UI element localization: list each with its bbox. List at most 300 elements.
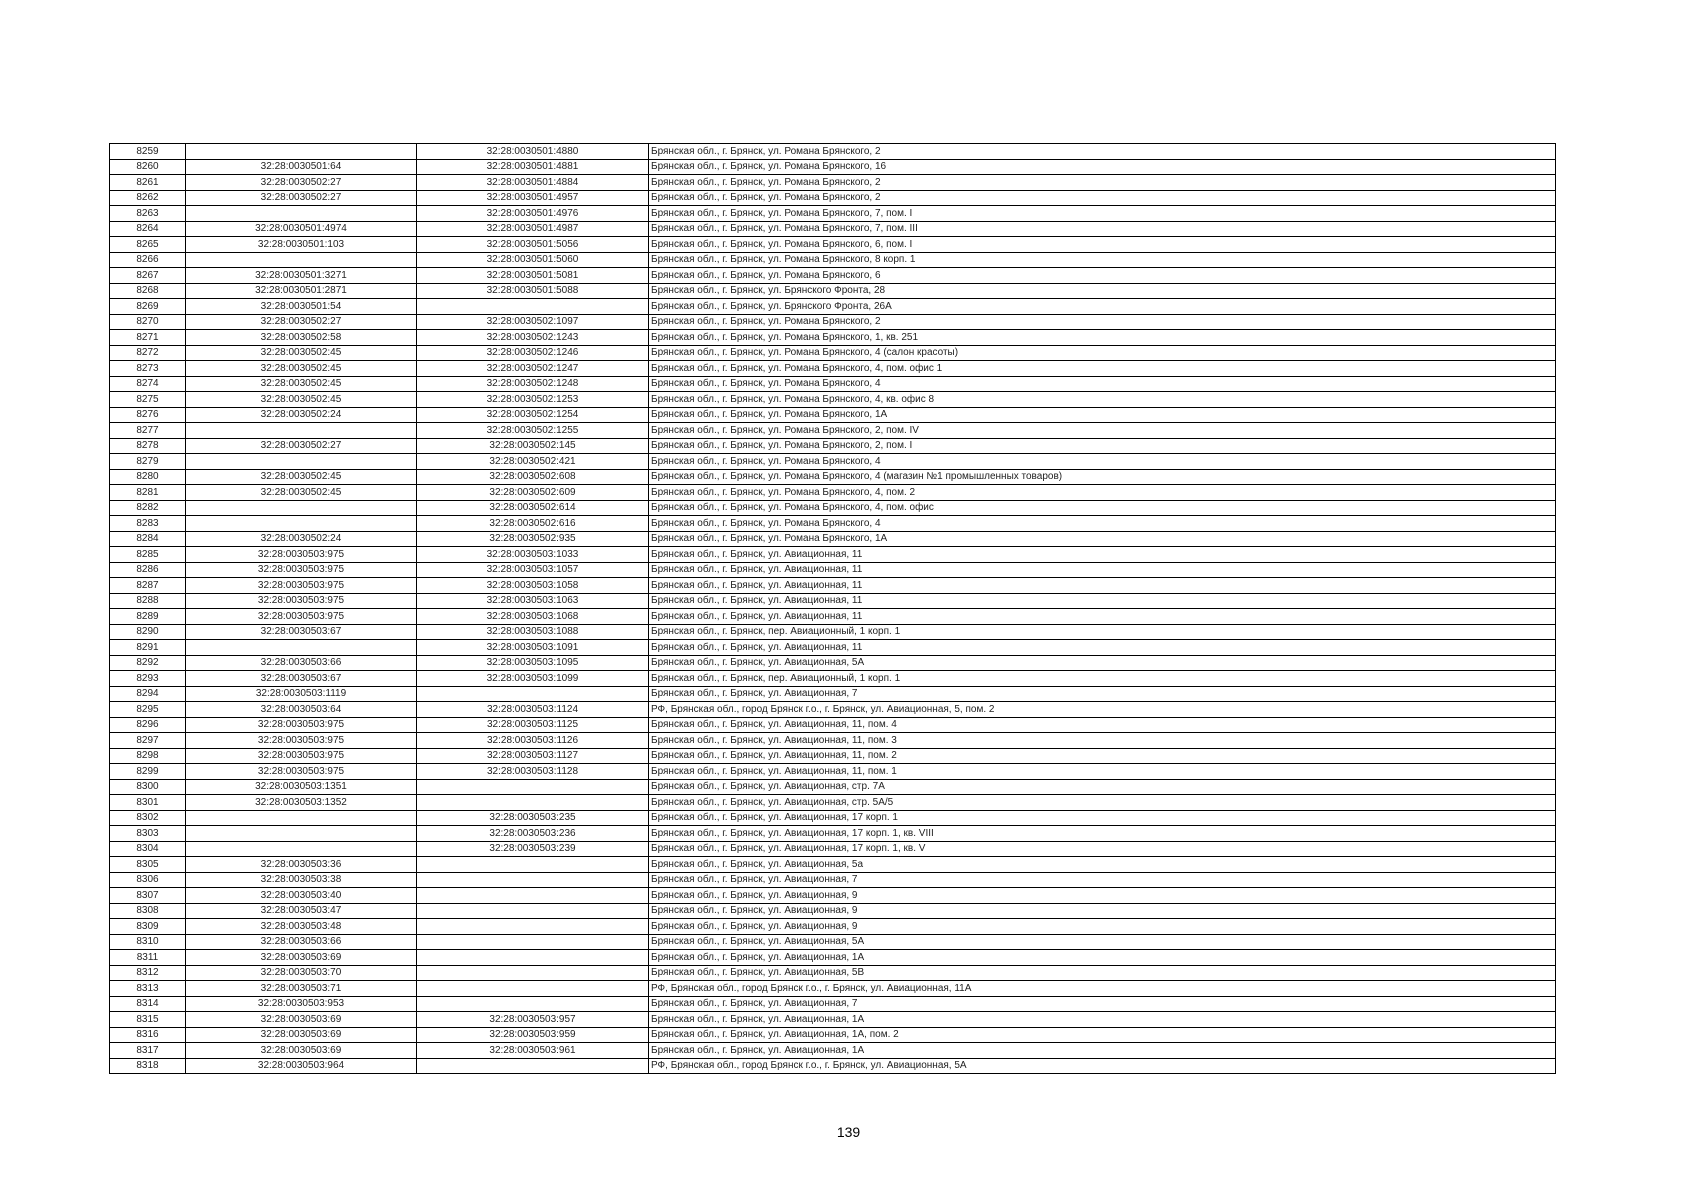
row-number-cell: 8288 — [110, 593, 186, 609]
row-number-cell: 8314 — [110, 996, 186, 1012]
land-cadastral-number-cell — [186, 841, 417, 857]
address-cell: РФ, Брянская обл., город Брянск г.о., г. Брянск, ул. Авиационная, 5А — [649, 1058, 1556, 1074]
land-cadastral-number-cell — [186, 826, 417, 842]
land-cadastral-number-cell: 32:28:0030502:45 — [186, 392, 417, 408]
row-number-cell: 8274 — [110, 376, 186, 392]
address-cell: Брянская обл., г. Брянск, ул. Романа Брянского, 1, кв. 251 — [649, 330, 1556, 346]
row-number-cell: 8261 — [110, 175, 186, 191]
object-cadastral-number-cell: 32:28:0030501:4880 — [417, 144, 649, 160]
land-cadastral-number-cell: 32:28:0030502:24 — [186, 531, 417, 547]
address-cell: Брянская обл., г. Брянск, ул. Авиационная, 5В — [649, 965, 1556, 981]
table-row — [110, 702, 1556, 718]
row-number-cell: 8294 — [110, 686, 186, 702]
table-row — [110, 903, 1556, 919]
table-row — [110, 438, 1556, 454]
object-cadastral-number-cell: 32:28:0030503:1088 — [417, 624, 649, 640]
object-cadastral-number-cell: 32:28:0030503:1057 — [417, 562, 649, 578]
table-row — [110, 423, 1556, 439]
object-cadastral-number-cell: 32:28:0030502:935 — [417, 531, 649, 547]
table-row — [110, 314, 1556, 330]
row-number-cell: 8286 — [110, 562, 186, 578]
object-cadastral-number-cell: 32:28:0030502:1248 — [417, 376, 649, 392]
land-cadastral-number-cell: 32:28:0030503:66 — [186, 655, 417, 671]
row-number-cell: 8268 — [110, 283, 186, 299]
address-cell: Брянская обл., г. Брянск, ул. Романа Брянского, 7, пом. I — [649, 206, 1556, 222]
object-cadastral-number-cell: 32:28:0030503:1058 — [417, 578, 649, 594]
table-row — [110, 144, 1556, 160]
table-row — [110, 996, 1556, 1012]
address-cell: Брянская обл., г. Брянск, ул. Авиационная, 11 — [649, 609, 1556, 625]
row-number-cell: 8307 — [110, 888, 186, 904]
land-cadastral-number-cell: 32:28:0030503:1351 — [186, 779, 417, 795]
row-number-cell: 8297 — [110, 733, 186, 749]
land-cadastral-number-cell: 32:28:0030501:2871 — [186, 283, 417, 299]
land-cadastral-number-cell: 32:28:0030503:38 — [186, 872, 417, 888]
land-cadastral-number-cell: 32:28:0030503:69 — [186, 1027, 417, 1043]
object-cadastral-number-cell: 32:28:0030502:616 — [417, 516, 649, 532]
table-row — [110, 206, 1556, 222]
land-cadastral-number-cell — [186, 516, 417, 532]
row-number-cell: 8290 — [110, 624, 186, 640]
table-row — [110, 795, 1556, 811]
address-cell: Брянская обл., г. Брянск, ул. Авиационная, 11, пом. 1 — [649, 764, 1556, 780]
table-row — [110, 361, 1556, 377]
table-row — [110, 237, 1556, 253]
row-number-cell: 8278 — [110, 438, 186, 454]
table-row — [110, 764, 1556, 780]
address-cell: Брянская обл., г. Брянск, ул. Романа Брянского, 2, пом. IV — [649, 423, 1556, 439]
address-cell: Брянская обл., г. Брянск, ул. Романа Брянского, 6 — [649, 268, 1556, 284]
table-row — [110, 299, 1556, 315]
row-number-cell: 8293 — [110, 671, 186, 687]
address-cell: Брянская обл., г. Брянск, ул. Романа Брянского, 4 — [649, 376, 1556, 392]
table-row — [110, 454, 1556, 470]
address-cell: Брянская обл., г. Брянск, ул. Брянского Фронта, 26А — [649, 299, 1556, 315]
object-cadastral-number-cell: 32:28:0030503:1099 — [417, 671, 649, 687]
land-cadastral-number-cell: 32:28:0030501:54 — [186, 299, 417, 315]
object-cadastral-number-cell — [417, 299, 649, 315]
row-number-cell: 8277 — [110, 423, 186, 439]
object-cadastral-number-cell — [417, 888, 649, 904]
object-cadastral-number-cell — [417, 686, 649, 702]
object-cadastral-number-cell: 32:28:0030501:4881 — [417, 159, 649, 175]
row-number-cell: 8311 — [110, 950, 186, 966]
land-cadastral-number-cell: 32:28:0030502:27 — [186, 438, 417, 454]
row-number-cell: 8276 — [110, 407, 186, 423]
land-cadastral-number-cell: 32:28:0030503:975 — [186, 562, 417, 578]
table-row — [110, 268, 1556, 284]
table-row — [110, 655, 1556, 671]
table-row — [110, 376, 1556, 392]
address-cell: Брянская обл., г. Брянск, ул. Романа Брянского, 4, пом. 2 — [649, 485, 1556, 501]
table-row — [110, 547, 1556, 563]
object-cadastral-number-cell: 32:28:0030502:609 — [417, 485, 649, 501]
table-row — [110, 640, 1556, 656]
land-cadastral-number-cell — [186, 454, 417, 470]
table-row — [110, 671, 1556, 687]
object-cadastral-number-cell — [417, 779, 649, 795]
object-cadastral-number-cell: 32:28:0030502:608 — [417, 469, 649, 485]
row-number-cell: 8303 — [110, 826, 186, 842]
address-cell: Брянская обл., г. Брянск, ул. Романа Брянского, 7, пом. III — [649, 221, 1556, 237]
table-row — [110, 609, 1556, 625]
object-cadastral-number-cell: 32:28:0030502:421 — [417, 454, 649, 470]
row-number-cell: 8317 — [110, 1043, 186, 1059]
address-cell: Брянская обл., г. Брянск, ул. Романа Брянского, 4 (салон красоты) — [649, 345, 1556, 361]
table-body — [110, 144, 1556, 1074]
land-cadastral-number-cell: 32:28:0030503:47 — [186, 903, 417, 919]
object-cadastral-number-cell: 32:28:0030501:4987 — [417, 221, 649, 237]
object-cadastral-number-cell — [417, 965, 649, 981]
row-number-cell: 8296 — [110, 717, 186, 733]
table-row — [110, 159, 1556, 175]
row-number-cell: 8298 — [110, 748, 186, 764]
address-cell: Брянская обл., г. Брянск, ул. Авиационная, 1А, пом. 2 — [649, 1027, 1556, 1043]
land-cadastral-number-cell — [186, 810, 417, 826]
row-number-cell: 8287 — [110, 578, 186, 594]
address-cell: Брянская обл., г. Брянск, ул. Романа Брянского, 4, кв. офис 8 — [649, 392, 1556, 408]
address-cell: Брянская обл., г. Брянск, ул. Брянского Фронта, 28 — [649, 283, 1556, 299]
land-cadastral-number-cell: 32:28:0030503:975 — [186, 609, 417, 625]
table-row — [110, 934, 1556, 950]
land-cadastral-number-cell: 32:28:0030502:45 — [186, 376, 417, 392]
address-cell: Брянская обл., г. Брянск, ул. Романа Брянского, 1А — [649, 531, 1556, 547]
row-number-cell: 8291 — [110, 640, 186, 656]
object-cadastral-number-cell — [417, 903, 649, 919]
table-row — [110, 686, 1556, 702]
table-row — [110, 919, 1556, 935]
row-number-cell: 8284 — [110, 531, 186, 547]
land-cadastral-number-cell: 32:28:0030503:70 — [186, 965, 417, 981]
land-cadastral-number-cell: 32:28:0030503:66 — [186, 934, 417, 950]
page-number: 139 — [836, 1124, 861, 1140]
object-cadastral-number-cell: 32:28:0030501:5088 — [417, 283, 649, 299]
table-row — [110, 485, 1556, 501]
land-cadastral-number-cell: 32:28:0030503:64 — [186, 702, 417, 718]
table-row — [110, 407, 1556, 423]
land-cadastral-number-cell: 32:28:0030501:3271 — [186, 268, 417, 284]
table-row — [110, 624, 1556, 640]
row-number-cell: 8264 — [110, 221, 186, 237]
object-cadastral-number-cell — [417, 950, 649, 966]
land-cadastral-number-cell: 32:28:0030503:67 — [186, 624, 417, 640]
table-row — [110, 779, 1556, 795]
table-row — [110, 283, 1556, 299]
address-cell: РФ, Брянская обл., город Брянск г.о., г. Брянск, ул. Авиационная, 5, пом. 2 — [649, 702, 1556, 718]
table-row — [110, 1043, 1556, 1059]
row-number-cell: 8275 — [110, 392, 186, 408]
row-number-cell: 8301 — [110, 795, 186, 811]
land-cadastral-number-cell: 32:28:0030502:45 — [186, 469, 417, 485]
row-number-cell: 8280 — [110, 469, 186, 485]
address-cell: Брянская обл., г. Брянск, ул. Романа Брянского, 2 — [649, 190, 1556, 206]
land-cadastral-number-cell: 32:28:0030503:975 — [186, 748, 417, 764]
address-cell: Брянская обл., г. Брянск, ул. Авиационная, 11 — [649, 547, 1556, 563]
land-cadastral-number-cell: 32:28:0030503:69 — [186, 1012, 417, 1028]
row-number-cell: 8318 — [110, 1058, 186, 1074]
object-cadastral-number-cell — [417, 919, 649, 935]
address-cell: Брянская обл., г. Брянск, ул. Романа Брянского, 6, пом. I — [649, 237, 1556, 253]
land-cadastral-number-cell — [186, 206, 417, 222]
row-number-cell: 8304 — [110, 841, 186, 857]
object-cadastral-number-cell: 32:28:0030503:1091 — [417, 640, 649, 656]
object-cadastral-number-cell: 32:28:0030502:1247 — [417, 361, 649, 377]
table-row — [110, 872, 1556, 888]
land-cadastral-number-cell: 32:28:0030502:58 — [186, 330, 417, 346]
table-row — [110, 469, 1556, 485]
row-number-cell: 8260 — [110, 159, 186, 175]
object-cadastral-number-cell: 32:28:0030501:5081 — [417, 268, 649, 284]
land-cadastral-number-cell: 32:28:0030503:1352 — [186, 795, 417, 811]
land-cadastral-number-cell: 32:28:0030503:40 — [186, 888, 417, 904]
row-number-cell: 8315 — [110, 1012, 186, 1028]
row-number-cell: 8282 — [110, 500, 186, 516]
object-cadastral-number-cell: 32:28:0030503:1063 — [417, 593, 649, 609]
table-row — [110, 857, 1556, 873]
object-cadastral-number-cell: 32:28:0030501:4957 — [417, 190, 649, 206]
object-cadastral-number-cell: 32:28:0030503:1128 — [417, 764, 649, 780]
row-number-cell: 8300 — [110, 779, 186, 795]
table-row — [110, 516, 1556, 532]
row-number-cell: 8289 — [110, 609, 186, 625]
row-number-cell: 8263 — [110, 206, 186, 222]
address-cell: Брянская обл., г. Брянск, ул. Авиационная, стр. 7А — [649, 779, 1556, 795]
row-number-cell: 8266 — [110, 252, 186, 268]
land-cadastral-number-cell: 32:28:0030503:975 — [186, 764, 417, 780]
row-number-cell: 8309 — [110, 919, 186, 935]
row-number-cell: 8316 — [110, 1027, 186, 1043]
object-cadastral-number-cell: 32:28:0030502:1253 — [417, 392, 649, 408]
land-cadastral-number-cell: 32:28:0030502:45 — [186, 345, 417, 361]
row-number-cell: 8272 — [110, 345, 186, 361]
table-row — [110, 190, 1556, 206]
land-cadastral-number-cell — [186, 423, 417, 439]
table-row — [110, 330, 1556, 346]
row-number-cell: 8281 — [110, 485, 186, 501]
row-number-cell: 8308 — [110, 903, 186, 919]
row-number-cell: 8259 — [110, 144, 186, 160]
object-cadastral-number-cell: 32:28:0030502:145 — [417, 438, 649, 454]
row-number-cell: 8299 — [110, 764, 186, 780]
table-row — [110, 841, 1556, 857]
row-number-cell: 8267 — [110, 268, 186, 284]
table-row — [110, 562, 1556, 578]
address-cell: Брянская обл., г. Брянск, ул. Романа Брянского, 16 — [649, 159, 1556, 175]
object-cadastral-number-cell: 32:28:0030503:239 — [417, 841, 649, 857]
object-cadastral-number-cell: 32:28:0030503:236 — [417, 826, 649, 842]
land-cadastral-number-cell: 32:28:0030501:64 — [186, 159, 417, 175]
row-number-cell: 8279 — [110, 454, 186, 470]
table-row — [110, 888, 1556, 904]
table-row — [110, 1012, 1556, 1028]
row-number-cell: 8270 — [110, 314, 186, 330]
object-cadastral-number-cell — [417, 872, 649, 888]
land-cadastral-number-cell — [186, 252, 417, 268]
address-cell: Брянская обл., г. Брянск, пер. Авиационный, 1 корп. 1 — [649, 624, 1556, 640]
address-cell: РФ, Брянская обл., город Брянск г.о., г. Брянск, ул. Авиационная, 11А — [649, 981, 1556, 997]
table-row — [110, 810, 1556, 826]
row-number-cell: 8306 — [110, 872, 186, 888]
address-cell: Брянская обл., г. Брянск, ул. Авиационная, 1А — [649, 1012, 1556, 1028]
land-cadastral-number-cell: 32:28:0030503:975 — [186, 547, 417, 563]
object-cadastral-number-cell: 32:28:0030503:1095 — [417, 655, 649, 671]
land-cadastral-number-cell: 32:28:0030502:27 — [186, 175, 417, 191]
land-cadastral-number-cell: 32:28:0030502:27 — [186, 190, 417, 206]
object-cadastral-number-cell: 32:28:0030503:1127 — [417, 748, 649, 764]
row-number-cell: 8313 — [110, 981, 186, 997]
table-row — [110, 175, 1556, 191]
object-cadastral-number-cell: 32:28:0030502:1097 — [417, 314, 649, 330]
address-cell: Брянская обл., г. Брянск, ул. Авиационная, 7 — [649, 686, 1556, 702]
land-cadastral-number-cell: 32:28:0030503:975 — [186, 717, 417, 733]
object-cadastral-number-cell: 32:28:0030502:614 — [417, 500, 649, 516]
object-cadastral-number-cell: 32:28:0030501:5060 — [417, 252, 649, 268]
land-cadastral-number-cell: 32:28:0030503:964 — [186, 1058, 417, 1074]
row-number-cell: 8262 — [110, 190, 186, 206]
address-cell: Брянская обл., г. Брянск, ул. Авиационная, 9 — [649, 903, 1556, 919]
land-cadastral-number-cell: 32:28:0030502:27 — [186, 314, 417, 330]
table-row — [110, 221, 1556, 237]
land-cadastral-number-cell: 32:28:0030503:1119 — [186, 686, 417, 702]
land-cadastral-number-cell: 32:28:0030503:975 — [186, 733, 417, 749]
land-cadastral-number-cell — [186, 640, 417, 656]
address-cell: Брянская обл., г. Брянск, ул. Романа Брянского, 2 — [649, 175, 1556, 191]
address-cell: Брянская обл., г. Брянск, ул. Авиационная, 17 корп. 1 — [649, 810, 1556, 826]
address-cell: Брянская обл., г. Брянск, ул. Авиационная, 7 — [649, 872, 1556, 888]
row-number-cell: 8305 — [110, 857, 186, 873]
row-number-cell: 8265 — [110, 237, 186, 253]
address-cell: Брянская обл., г. Брянск, ул. Романа Брянского, 4, пом. офис 1 — [649, 361, 1556, 377]
address-cell: Брянская обл., г. Брянск, ул. Авиационная, 11 — [649, 562, 1556, 578]
table-row — [110, 748, 1556, 764]
address-cell: Брянская обл., г. Брянск, ул. Авиационная, 11 — [649, 593, 1556, 609]
address-cell: Брянская обл., г. Брянск, ул. Авиационная, 5а — [649, 857, 1556, 873]
table-row — [110, 950, 1556, 966]
address-cell: Брянская обл., г. Брянск, ул. Романа Брянского, 4 — [649, 516, 1556, 532]
table-row — [110, 500, 1556, 516]
object-cadastral-number-cell: 32:28:0030501:4884 — [417, 175, 649, 191]
table-row — [110, 593, 1556, 609]
address-cell: Брянская обл., г. Брянск, ул. Романа Брянского, 4 — [649, 454, 1556, 470]
land-cadastral-number-cell: 32:28:0030501:103 — [186, 237, 417, 253]
address-cell: Брянская обл., г. Брянск, ул. Авиационная, 5А — [649, 934, 1556, 950]
land-cadastral-number-cell: 32:28:0030503:975 — [186, 578, 417, 594]
row-number-cell: 8283 — [110, 516, 186, 532]
object-cadastral-number-cell: 32:28:0030502:1254 — [417, 407, 649, 423]
table-row — [110, 345, 1556, 361]
address-cell: Брянская обл., г. Брянск, ул. Авиационная, 1А — [649, 950, 1556, 966]
land-cadastral-number-cell: 32:28:0030503:69 — [186, 1043, 417, 1059]
table-row — [110, 733, 1556, 749]
land-cadastral-number-cell: 32:28:0030503:71 — [186, 981, 417, 997]
object-cadastral-number-cell — [417, 981, 649, 997]
row-number-cell: 8269 — [110, 299, 186, 315]
object-cadastral-number-cell: 32:28:0030503:1068 — [417, 609, 649, 625]
land-cadastral-number-cell: 32:28:0030502:45 — [186, 485, 417, 501]
object-cadastral-number-cell: 32:28:0030503:1126 — [417, 733, 649, 749]
object-cadastral-number-cell: 32:28:0030503:959 — [417, 1027, 649, 1043]
object-cadastral-number-cell: 32:28:0030503:961 — [417, 1043, 649, 1059]
address-cell: Брянская обл., г. Брянск, ул. Романа Брянского, 4, пом. офис — [649, 500, 1556, 516]
land-cadastral-number-cell: 32:28:0030501:4974 — [186, 221, 417, 237]
table-row — [110, 717, 1556, 733]
table-row — [110, 826, 1556, 842]
land-cadastral-number-cell: 32:28:0030503:953 — [186, 996, 417, 1012]
object-cadastral-number-cell: 32:28:0030503:1125 — [417, 717, 649, 733]
land-cadastral-number-cell: 32:28:0030503:975 — [186, 593, 417, 609]
land-cadastral-number-cell: 32:28:0030503:69 — [186, 950, 417, 966]
object-cadastral-number-cell: 32:28:0030501:4976 — [417, 206, 649, 222]
object-cadastral-number-cell: 32:28:0030502:1243 — [417, 330, 649, 346]
table-row — [110, 252, 1556, 268]
address-cell: Брянская обл., г. Брянск, ул. Авиационная, 11, пом. 2 — [649, 748, 1556, 764]
cadastral-table — [109, 143, 1556, 1074]
address-cell: Брянская обл., г. Брянск, ул. Авиационная, 7 — [649, 996, 1556, 1012]
object-cadastral-number-cell — [417, 996, 649, 1012]
table-row — [110, 1058, 1556, 1074]
object-cadastral-number-cell — [417, 857, 649, 873]
address-cell: Брянская обл., г. Брянск, ул. Авиационная, 5А — [649, 655, 1556, 671]
address-cell: Брянская обл., г. Брянск, ул. Романа Брянского, 2 — [649, 314, 1556, 330]
object-cadastral-number-cell — [417, 934, 649, 950]
address-cell: Брянская обл., г. Брянск, ул. Романа Брянского, 2 — [649, 144, 1556, 160]
address-cell: Брянская обл., г. Брянск, ул. Авиационная, 17 корп. 1, кв. VIII — [649, 826, 1556, 842]
row-number-cell: 8312 — [110, 965, 186, 981]
table-row — [110, 965, 1556, 981]
land-cadastral-number-cell: 32:28:0030502:45 — [186, 361, 417, 377]
address-cell: Брянская обл., г. Брянск, ул. Романа Брянского, 8 корп. 1 — [649, 252, 1556, 268]
address-cell: Брянская обл., г. Брянск, ул. Авиационная, 9 — [649, 888, 1556, 904]
land-cadastral-number-cell: 32:28:0030503:36 — [186, 857, 417, 873]
object-cadastral-number-cell: 32:28:0030502:1255 — [417, 423, 649, 439]
object-cadastral-number-cell: 32:28:0030503:957 — [417, 1012, 649, 1028]
row-number-cell: 8285 — [110, 547, 186, 563]
object-cadastral-number-cell: 32:28:0030503:1124 — [417, 702, 649, 718]
row-number-cell: 8273 — [110, 361, 186, 377]
address-cell: Брянская обл., г. Брянск, ул. Авиационная, 1А — [649, 1043, 1556, 1059]
land-cadastral-number-cell — [186, 500, 417, 516]
land-cadastral-number-cell: 32:28:0030502:24 — [186, 407, 417, 423]
table-row — [110, 531, 1556, 547]
table-row — [110, 1027, 1556, 1043]
row-number-cell: 8310 — [110, 934, 186, 950]
row-number-cell: 8295 — [110, 702, 186, 718]
address-cell: Брянская обл., г. Брянск, ул. Авиационная, 17 корп. 1, кв. V — [649, 841, 1556, 857]
address-cell: Брянская обл., г. Брянск, ул. Авиационная, 11 — [649, 578, 1556, 594]
row-number-cell: 8292 — [110, 655, 186, 671]
object-cadastral-number-cell: 32:28:0030502:1246 — [417, 345, 649, 361]
address-cell: Брянская обл., г. Брянск, пер. Авиационный, 1 корп. 1 — [649, 671, 1556, 687]
object-cadastral-number-cell — [417, 1058, 649, 1074]
table-row — [110, 392, 1556, 408]
address-cell: Брянская обл., г. Брянск, ул. Авиационная, стр. 5А/5 — [649, 795, 1556, 811]
table-row — [110, 981, 1556, 997]
address-cell: Брянская обл., г. Брянск, ул. Романа Брянского, 2, пом. I — [649, 438, 1556, 454]
land-cadastral-number-cell — [186, 144, 417, 160]
object-cadastral-number-cell — [417, 795, 649, 811]
object-cadastral-number-cell: 32:28:0030501:5056 — [417, 237, 649, 253]
row-number-cell: 8302 — [110, 810, 186, 826]
address-cell: Брянская обл., г. Брянск, ул. Авиационная, 11, пом. 3 — [649, 733, 1556, 749]
land-cadastral-number-cell: 32:28:0030503:48 — [186, 919, 417, 935]
object-cadastral-number-cell: 32:28:0030503:1033 — [417, 547, 649, 563]
address-cell: Брянская обл., г. Брянск, ул. Романа Брянского, 4 (магазин №1 промышленных товаров) — [649, 469, 1556, 485]
address-cell: Брянская обл., г. Брянск, ул. Романа Брянского, 1А — [649, 407, 1556, 423]
address-cell: Брянская обл., г. Брянск, ул. Авиационная, 11 — [649, 640, 1556, 656]
address-cell: Брянская обл., г. Брянск, ул. Авиационная, 11, пом. 4 — [649, 717, 1556, 733]
land-cadastral-number-cell: 32:28:0030503:67 — [186, 671, 417, 687]
object-cadastral-number-cell: 32:28:0030503:235 — [417, 810, 649, 826]
